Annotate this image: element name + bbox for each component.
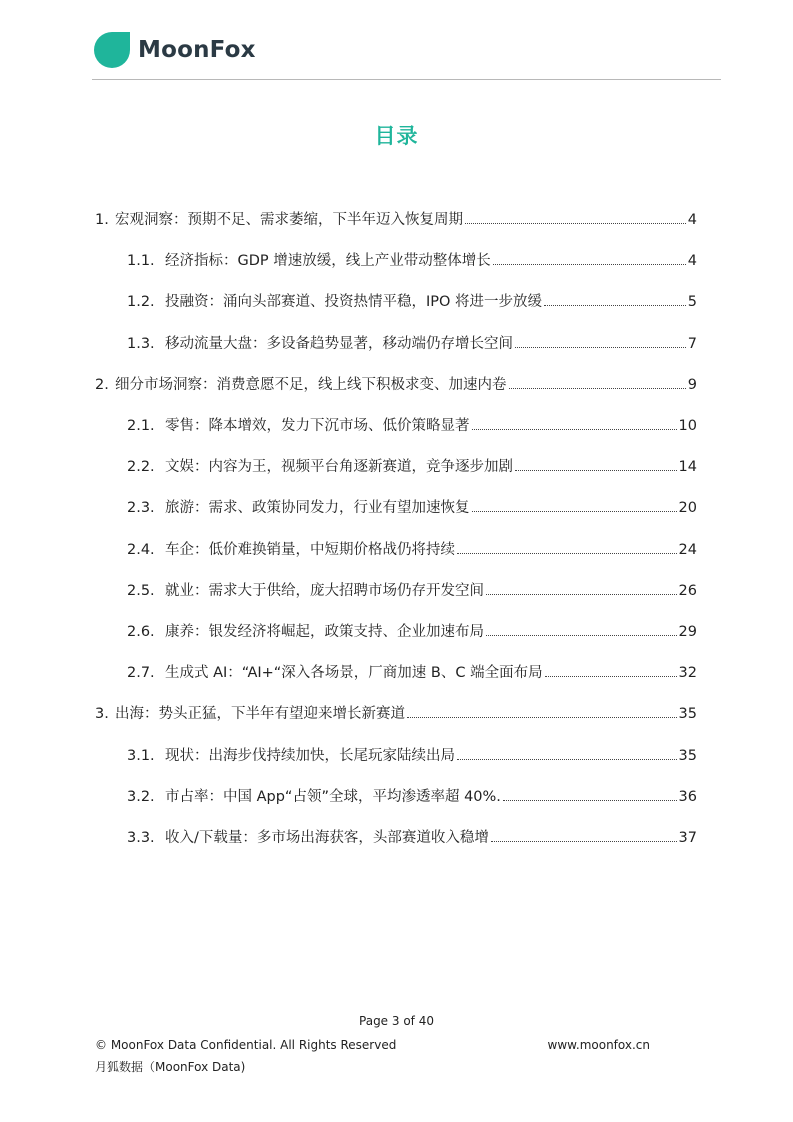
toc-entry-page: 4 <box>687 212 697 228</box>
toc-entry[interactable] <box>127 662 697 684</box>
toc-entry-number: 1. <box>95 212 109 228</box>
toc-entry[interactable] <box>95 374 697 396</box>
toc-entry-page: 14 <box>678 459 697 475</box>
toc-title: 目录 <box>374 124 419 148</box>
toc-entry-label: 出海：势头正猛，下半年有望迎来增长新赛道 <box>115 706 405 722</box>
toc-entry[interactable] <box>127 415 697 437</box>
toc-entry-label: 细分市场洞察：消费意愿不足，线上线下积极求变、加速内卷 <box>115 377 507 393</box>
page-header <box>92 30 721 80</box>
toc-entry[interactable] <box>127 827 697 849</box>
toc-entry-label: 文娱：内容为王，视频平台角逐新赛道，竞争逐步加剧 <box>165 459 513 475</box>
toc-entry-label: 收入/下载量：多市场出海获客，头部赛道收入稳增 <box>165 830 489 846</box>
toc-entry-page: 35 <box>678 706 697 722</box>
toc-entry-label: 现状：出海步伐持续加快，长尾玩家陆续出局 <box>165 748 455 764</box>
toc-entry-page: 26 <box>678 583 697 599</box>
toc-entry-page: 32 <box>678 665 697 681</box>
toc-entry-number: 2.3. <box>127 500 155 516</box>
toc-entry-label: 旅游：需求、政策协同发力，行业有望加速恢复 <box>165 500 470 516</box>
copyright-notice: © MoonFox Data Confidential. All Rights Reserved <box>95 1038 397 1052</box>
toc-entry-page: 24 <box>678 542 697 558</box>
logo-text: MoonFox <box>138 37 256 63</box>
toc-entry-number: 2.4. <box>127 542 155 558</box>
toc-entry-number: 2. <box>95 377 109 393</box>
toc-entry-number: 2.2. <box>127 459 155 475</box>
toc-entry-page: 20 <box>678 500 697 516</box>
toc-entry[interactable] <box>127 786 697 808</box>
toc-dot-leader <box>407 717 677 718</box>
toc-entry-label: 零售：降本增效，发力下沉市场、低价策略显著 <box>165 418 470 434</box>
toc-entry[interactable] <box>127 745 697 767</box>
toc-entry-number: 2.7. <box>127 665 155 681</box>
toc-entry[interactable] <box>127 497 697 519</box>
toc-entry-page: 29 <box>678 624 697 640</box>
toc-dot-leader <box>491 841 677 842</box>
toc-entry-page: 5 <box>687 294 697 310</box>
toc-entry-label: 生成式 AI：“AI+“深入各场景，厂商加速 B、C 端全面布局 <box>165 665 543 681</box>
moonfox-logo-icon <box>92 30 132 70</box>
toc-dot-leader <box>486 594 677 595</box>
toc-entry[interactable] <box>127 539 697 561</box>
toc-entry-number: 1.1. <box>127 253 155 269</box>
toc-entry-page: 4 <box>687 253 697 269</box>
toc-entry-page: 37 <box>678 830 697 846</box>
toc-entry-number: 3. <box>95 706 109 722</box>
toc-entry-label: 移动流量大盘：多设备趋势显著，移动端仍存增长空间 <box>165 336 513 352</box>
toc-dot-leader <box>515 470 677 471</box>
toc-entry[interactable] <box>127 250 697 272</box>
toc-entry-page: 9 <box>687 377 697 393</box>
moonfox-logo <box>92 30 256 70</box>
toc-dot-leader <box>457 553 677 554</box>
website-link[interactable]: www.moonfox.cn <box>547 1038 650 1052</box>
toc-entry-page: 35 <box>678 748 697 764</box>
toc-dot-leader <box>509 388 686 389</box>
toc-dot-leader <box>515 347 686 348</box>
toc-entry-label: 投融资：涌向头部赛道、投资热情平稳，IPO 将进一步放缓 <box>165 294 543 310</box>
toc-dot-leader <box>493 264 686 265</box>
toc-entry[interactable] <box>127 333 697 355</box>
toc-entry-label: 宏观洞察：预期不足、需求萎缩，下半年迈入恢复周期 <box>115 212 463 228</box>
toc-dot-leader <box>457 759 677 760</box>
toc-entry-number: 2.5. <box>127 583 155 599</box>
toc-dot-leader <box>472 429 677 430</box>
toc-dot-leader <box>472 511 677 512</box>
toc-entry-number: 2.6. <box>127 624 155 640</box>
toc-entry-label: 康养：银发经济将崛起，政策支持、企业加速布局 <box>165 624 484 640</box>
toc-entry-label: 就业：需求大于供给，庞大招聘市场仍存开发空间 <box>165 583 484 599</box>
toc-entry-label: 车企：低价难换销量，中短期价格战仍将持续 <box>165 542 455 558</box>
toc-entry-number: 3.2. <box>127 789 155 805</box>
toc-entry-number: 3.1. <box>127 748 155 764</box>
toc-entry-label: 经济指标：GDP 增速放缓，线上产业带动整体增长 <box>165 253 491 269</box>
toc-entry-number: 1.2. <box>127 294 155 310</box>
toc-entry-page: 10 <box>678 418 697 434</box>
toc-entry[interactable] <box>127 456 697 478</box>
toc-entry[interactable] <box>127 580 697 602</box>
toc-dot-leader <box>486 635 677 636</box>
toc-dot-leader <box>544 305 686 306</box>
toc-dot-leader <box>465 223 686 224</box>
toc-entry-label: 市占率：中国 App“占领”全球，平均渗透率超 40%. <box>165 789 501 805</box>
toc-dot-leader <box>503 800 677 801</box>
toc-entry[interactable] <box>127 621 697 643</box>
brand-name: 月狐数据（MoonFox Data) <box>95 1060 246 1074</box>
toc-entry[interactable] <box>127 291 697 313</box>
toc-entry-number: 1.3. <box>127 336 155 352</box>
toc-entry-page: 7 <box>687 336 697 352</box>
toc-entry-number: 3.3. <box>127 830 155 846</box>
toc-dot-leader <box>545 676 677 677</box>
header-divider <box>92 79 721 80</box>
toc-entry[interactable] <box>95 703 697 725</box>
toc-entry-page: 36 <box>678 789 697 805</box>
page-number: Page 3 of 40 <box>359 1014 434 1028</box>
toc-entry-number: 2.1. <box>127 418 155 434</box>
toc-entry[interactable] <box>95 209 697 231</box>
